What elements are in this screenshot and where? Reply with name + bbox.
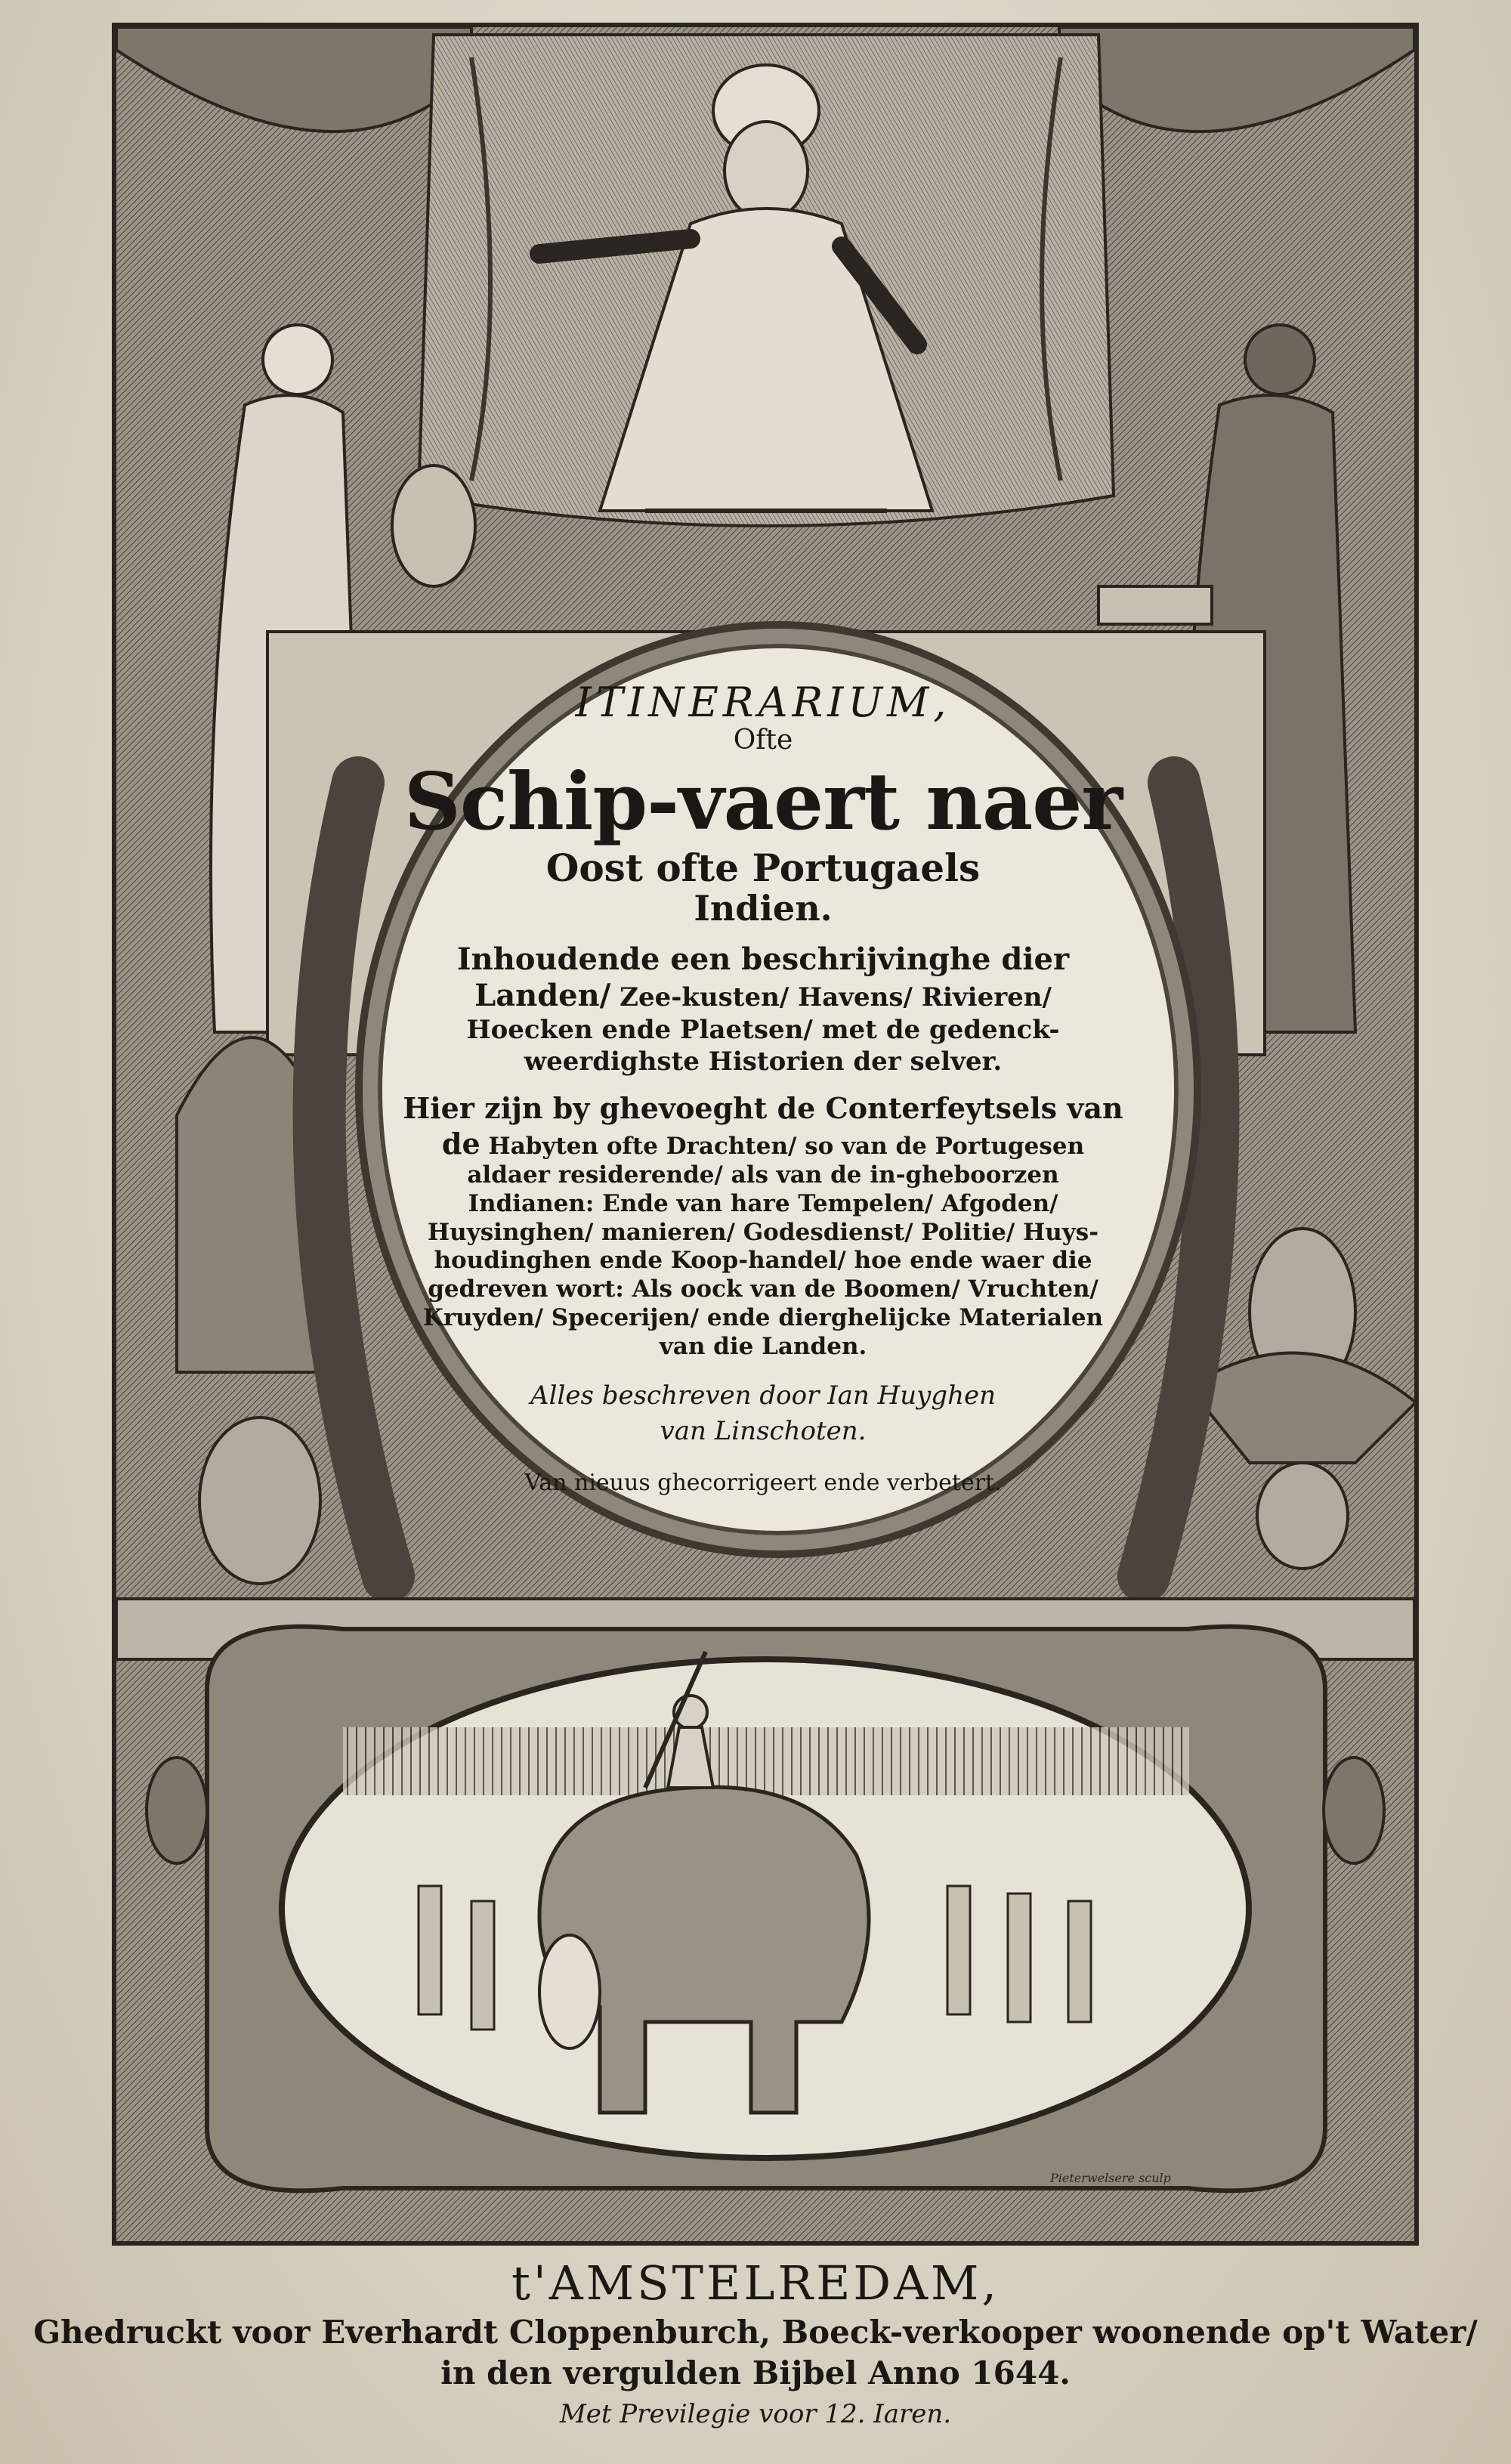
elephant-scene — [282, 1652, 1249, 2158]
shield — [539, 1935, 600, 2048]
heading-itinerarium: ITINERARIUM, — [575, 679, 951, 726]
description-paragraph-2 — [400, 1091, 1126, 1361]
author-credit — [393, 1378, 1133, 1450]
imprint-city: t'AMSTELREDAM, — [511, 2255, 1000, 2311]
connector-ofte: Ofte — [733, 725, 793, 756]
title-text-block — [393, 680, 1133, 1496]
main-title: Schip-vaert naer — [403, 755, 1123, 849]
paragraph1-rest: Zee-kusten/ Havens/ Rivieren/ Hoecken ende Plaetsen/ met de gedenck-weerdighste Historien der selver. — [466, 982, 1060, 1077]
revision-note: Van nieuus ghecorrigeert ende verbetert. — [524, 1469, 1002, 1496]
paragraph2-rest: Habyten ofte Drachten/ so van de Portugesen aldaer residerende/ als van de in-gheboorzen Indianen: Ende van hare Tempelen/ Afgoden/ Huysinghen/ manieren/ Godesdienst/ Politie/ Huys-houdinghen ende Koop-handel/ hoe ende waer die gedreven wort: Als oock van de Boomen/ Vruchten/ Kruyden/ Specerijen/ ende dierghelijcke Materialen van die Landen. — [422, 1132, 1104, 1360]
imprint-printer-line2: in den vergulden Bijbel Anno 1644. — [440, 2354, 1071, 2392]
engraver-signature: Pieterwelsere sculp — [1050, 2171, 1171, 2185]
description-paragraph-1 — [423, 941, 1103, 1078]
paragraph2-lead: Hier zijn by ghevoeght de Conterfeytsels van de — [403, 1091, 1123, 1161]
author-line2: van Linschoten. — [660, 1416, 867, 1447]
imprint-printer-line1: Ghedruckt voor Everhardt Cloppenburch, Boeck-verkooper woonende op't Water/ — [33, 2314, 1478, 2351]
subtitle-line2: Indien. — [694, 888, 833, 929]
author-line1: Alles beschreven door Ian Huyghen — [530, 1380, 996, 1411]
imprint-privilege: Met Previlegie voor 12. Iaren. — [559, 2398, 952, 2429]
subtitle-line1: Oost ofte Portugaels — [545, 845, 981, 890]
imprint — [0, 2255, 1511, 2429]
paragraph1-lead: Inhoudende een beschrijvinghe dier Landen/ — [456, 941, 1070, 1014]
